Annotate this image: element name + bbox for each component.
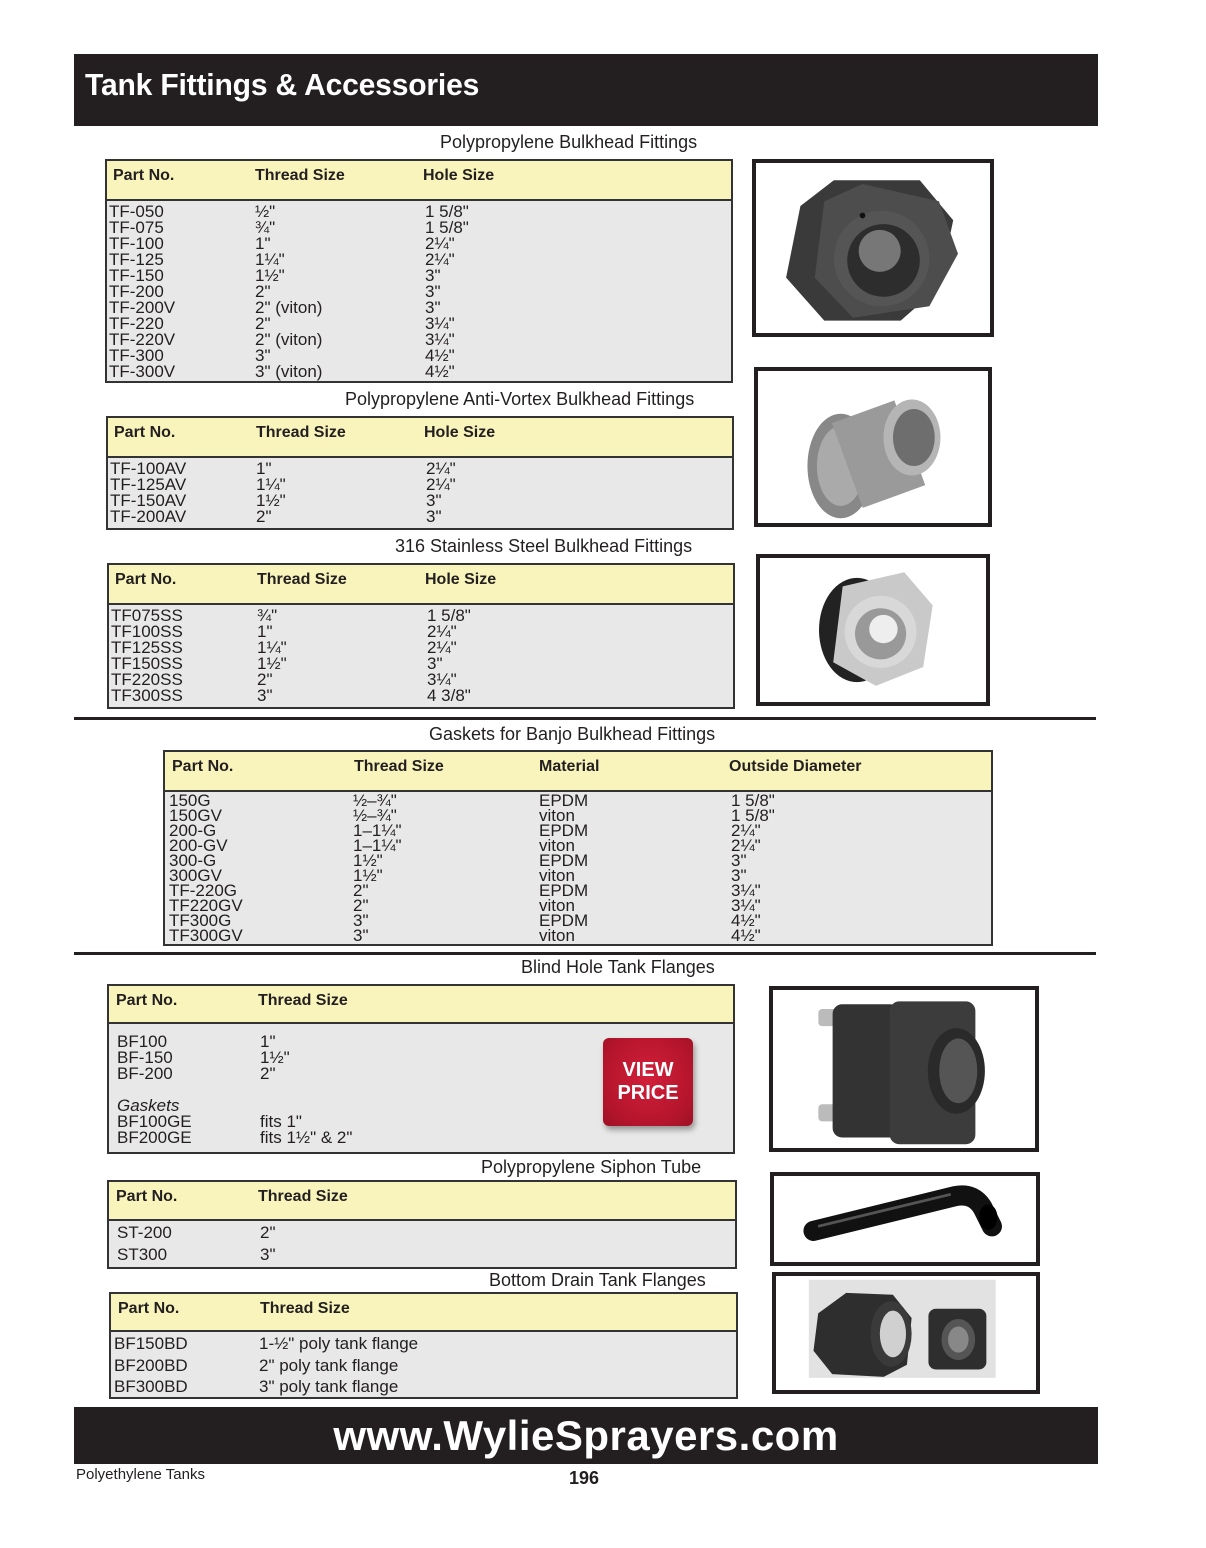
cell-hole: 3¼" xyxy=(425,330,455,349)
cell-part: TF-125 xyxy=(109,250,164,269)
table-row xyxy=(107,300,731,316)
cell-part: TF-300 xyxy=(109,346,164,365)
siphon-tube-photo xyxy=(770,1172,1040,1266)
table-row xyxy=(111,1355,736,1377)
cell-part: TF-125AV xyxy=(110,475,187,494)
anti-vortex-table xyxy=(106,416,734,530)
table-row xyxy=(107,364,731,380)
col-hole-size: Hole Size xyxy=(424,424,496,441)
table-row xyxy=(109,640,733,656)
cell-thread: 1" xyxy=(260,1032,276,1051)
table-row xyxy=(111,1376,736,1398)
table-header xyxy=(111,1294,736,1332)
cell-part: TF300G xyxy=(169,911,232,930)
cell-part: TF150SS xyxy=(111,654,183,673)
cell-material: EPDM xyxy=(539,851,589,870)
cell-thread: 1½" xyxy=(260,1048,290,1067)
table-row xyxy=(107,332,731,348)
table-row xyxy=(109,1222,735,1244)
stainless-table xyxy=(107,563,735,709)
cell-thread: 2" (viton) xyxy=(255,330,323,349)
bottom-drain-tank-flange-photo xyxy=(772,1272,1040,1394)
cell-hole: 2¼" xyxy=(426,475,456,494)
cell-part: TF125SS xyxy=(111,638,183,657)
cell-part: TF220GV xyxy=(169,896,243,915)
table-header xyxy=(109,565,733,605)
cell-thread: 2" xyxy=(353,896,369,915)
table-header xyxy=(109,1182,735,1221)
cell-part: BF-150 xyxy=(117,1048,173,1067)
table-row xyxy=(109,1244,735,1266)
table-row xyxy=(109,624,733,640)
cell-hole: 2¼" xyxy=(426,459,456,478)
cell-part: ST300 xyxy=(117,1244,168,1264)
table-row xyxy=(165,913,991,928)
cell-material: EPDM xyxy=(539,791,589,810)
section-title-blind-hole: Blind Hole Tank Flanges xyxy=(521,957,715,977)
table-header xyxy=(109,986,733,1024)
table-row xyxy=(165,823,991,838)
cell-hole: 1 5/8" xyxy=(425,218,469,237)
cell-hole: 4 3/8" xyxy=(427,686,471,705)
col-part-no: Part No. xyxy=(114,424,176,441)
cell-od: 3" xyxy=(731,851,747,870)
table-body xyxy=(111,1332,736,1398)
cell-thread: 1" xyxy=(256,459,272,478)
cell-thread: 1–1¼" xyxy=(353,821,402,840)
cell-hole: 3" xyxy=(425,282,441,301)
cell-part: BF150BD xyxy=(114,1334,188,1353)
cell-part: BF200BD xyxy=(114,1355,188,1375)
view-price-button[interactable] xyxy=(603,1038,693,1126)
table-body xyxy=(109,1221,735,1265)
cell-part: BF300BD xyxy=(114,1377,188,1396)
cell-thread: 2" xyxy=(260,1223,276,1242)
col-part-no: Part No. xyxy=(115,571,177,588)
cell-thread: 1" xyxy=(257,622,273,641)
cell-part: TF-220V xyxy=(109,330,176,349)
cell-thread: 2" xyxy=(353,881,369,900)
cell-thread: 2" xyxy=(260,1064,276,1083)
page-number: 196 xyxy=(569,1468,600,1488)
cell-hole: 3" xyxy=(426,507,442,526)
cell-hole: 2¼" xyxy=(427,622,457,641)
cell-thread: ½–¾" xyxy=(353,806,397,825)
cell-part: TF075SS xyxy=(111,606,183,625)
col-part-no: Part No. xyxy=(113,167,175,184)
cell-part: TF-150AV xyxy=(110,491,187,510)
cell-od: 1 5/8" xyxy=(731,806,775,825)
cell-part: BF100 xyxy=(117,1032,168,1051)
col-thread-size: Thread Size xyxy=(260,1300,350,1317)
cell-material: EPDM xyxy=(539,881,589,900)
cell-thread: 2" (viton) xyxy=(255,298,323,317)
table-row xyxy=(109,608,733,624)
cell-thread: 1½" xyxy=(353,851,383,870)
cell-od: 4½" xyxy=(731,911,761,930)
cell-thread: fits 1" xyxy=(260,1112,302,1131)
table-row xyxy=(165,853,991,868)
section-title-pp-bulkhead: Polypropylene Bulkhead Fittings xyxy=(440,132,698,152)
cell-part: TF-220G xyxy=(169,881,238,900)
cell-hole: 3" xyxy=(425,298,441,317)
col-part-no: Part No. xyxy=(118,1300,180,1317)
cell-material: viton xyxy=(539,896,575,915)
col-hole-size: Hole Size xyxy=(425,571,497,588)
page-header xyxy=(74,54,1098,126)
bottom-drain-table xyxy=(109,1292,738,1399)
cell-part: 150GV xyxy=(169,806,222,825)
cell-thread: 1¼" xyxy=(255,250,285,269)
col-thread-size: Thread Size xyxy=(257,571,347,588)
table-row xyxy=(108,477,732,493)
cell-od: 3¼" xyxy=(731,881,761,900)
table-header xyxy=(107,161,731,201)
cell-part: BF-200 xyxy=(117,1064,173,1083)
cell-material: viton xyxy=(539,926,575,945)
section-title-siphon: Polypropylene Siphon Tube xyxy=(481,1157,702,1177)
page-title: Tank Fittings & Accessories xyxy=(85,67,480,102)
col-material: Material xyxy=(539,758,600,775)
section-divider xyxy=(74,717,1096,720)
cell-thread: fits 1½" & 2" xyxy=(260,1128,353,1147)
table-row xyxy=(107,252,731,268)
table-row xyxy=(109,656,733,672)
cell-part: TF300SS xyxy=(111,686,183,705)
cell-thread: 3" poly tank flange xyxy=(259,1377,399,1396)
footer-banner xyxy=(74,1407,1098,1464)
table-row xyxy=(111,1333,736,1355)
cell-part: 200-G xyxy=(169,821,217,840)
cell-part: 300-G xyxy=(169,851,217,870)
col-thread-size: Thread Size xyxy=(258,1188,348,1205)
website-url[interactable]: www.WylieSprayers.com xyxy=(333,1412,839,1459)
pp-bulkhead-table xyxy=(105,159,733,383)
cell-part: TF-200V xyxy=(109,298,176,317)
table-row xyxy=(107,220,731,236)
cell-thread: 3" (viton) xyxy=(255,362,323,381)
cell-hole: 2¼" xyxy=(425,234,455,253)
cell-part: 200-GV xyxy=(169,836,228,855)
cell-hole: 3¼" xyxy=(427,670,457,689)
cell-od: 4½" xyxy=(731,926,761,945)
cell-thread: 2" xyxy=(255,314,271,333)
cell-material: viton xyxy=(539,866,575,885)
cell-part: TF-100 xyxy=(109,234,164,253)
cell-thread: 1½" xyxy=(257,654,287,673)
table-body xyxy=(107,201,731,380)
cell-part: BF100GE xyxy=(117,1112,192,1131)
table-row xyxy=(107,268,731,284)
cell-part: TF-100AV xyxy=(110,459,187,478)
cell-hole: 1 5/8" xyxy=(427,606,471,625)
cell-thread: ¾" xyxy=(257,606,278,625)
cell-thread: 1–1¼" xyxy=(353,836,402,855)
cell-part: TF-075 xyxy=(109,218,164,237)
cell-part: TF-200AV xyxy=(110,507,187,526)
cell-thread: 3" xyxy=(353,911,369,930)
cell-thread: ½" xyxy=(255,202,276,221)
section-title-stainless: 316 Stainless Steel Bulkhead Fittings xyxy=(395,536,693,556)
table-row xyxy=(107,316,731,332)
table-row xyxy=(109,1130,733,1146)
cell-material: viton xyxy=(539,806,575,825)
section-divider xyxy=(74,952,1096,955)
cell-part: 300GV xyxy=(169,866,222,885)
cell-material: viton xyxy=(539,836,575,855)
table-row xyxy=(109,688,733,704)
cell-part: TF300GV xyxy=(169,926,243,945)
cell-part: TF-150 xyxy=(109,266,164,285)
col-thread-size: Thread Size xyxy=(258,992,348,1009)
cell-thread: 1" xyxy=(255,234,271,253)
cell-hole: 3" xyxy=(426,491,442,510)
table-row xyxy=(165,928,991,943)
cell-thread: 3" xyxy=(353,926,369,945)
cell-part: ST-200 xyxy=(117,1223,172,1242)
view-price-line1: VIEW xyxy=(622,1059,674,1081)
cell-od: 2¼" xyxy=(731,821,761,840)
table-row xyxy=(107,284,731,300)
col-thread-size: Thread Size xyxy=(255,167,345,184)
cell-part: TF-200 xyxy=(109,282,164,301)
cell-hole: 2¼" xyxy=(425,250,455,269)
stainless-steel-bulkhead-fitting-photo xyxy=(756,554,990,706)
col-part-no: Part No. xyxy=(172,758,234,775)
cell-hole: 1 5/8" xyxy=(425,202,469,221)
cell-od: 3¼" xyxy=(731,896,761,915)
cell-thread: ¾" xyxy=(255,218,276,237)
cell-part: TF-300V xyxy=(109,362,176,381)
table-header xyxy=(165,752,991,792)
cell-od: 2¼" xyxy=(731,836,761,855)
cell-part: TF-220 xyxy=(109,314,164,333)
col-thread-size: Thread Size xyxy=(354,758,444,775)
table-row xyxy=(108,493,732,509)
cell-thread: 1½" xyxy=(256,491,286,510)
cell-part: 150G xyxy=(169,791,211,810)
col-part-no: Part No. xyxy=(116,992,178,1009)
cell-part: TF100SS xyxy=(111,622,183,641)
table-row xyxy=(165,793,991,808)
table-header xyxy=(108,418,732,458)
anti-vortex-bulkhead-fitting-photo xyxy=(754,367,992,527)
table-row xyxy=(108,509,732,525)
table-row xyxy=(109,672,733,688)
cell-od: 1 5/8" xyxy=(731,791,775,810)
cell-material: EPDM xyxy=(539,911,589,930)
cell-thread: 2" xyxy=(256,507,272,526)
cell-thread: 2" poly tank flange xyxy=(259,1355,399,1375)
col-hole-size: Hole Size xyxy=(423,167,495,184)
col-thread-size: Thread Size xyxy=(256,424,346,441)
polypropylene-bulkhead-fitting-photo xyxy=(752,159,994,337)
cell-thread: 1½" xyxy=(255,266,285,285)
cell-thread: 3" xyxy=(255,346,271,365)
cell-thread: 1¼" xyxy=(257,638,287,657)
cell-part: TF-050 xyxy=(109,202,164,221)
view-price-line2: PRICE xyxy=(617,1082,679,1104)
section-title-anti-vortex: Polypropylene Anti-Vortex Bulkhead Fittings xyxy=(345,389,695,409)
section-title-bottom-drain: Bottom Drain Tank Flanges xyxy=(489,1270,706,1290)
siphon-table xyxy=(107,1180,737,1269)
cell-material: EPDM xyxy=(539,821,589,840)
col-part-no: Part No. xyxy=(116,1188,178,1205)
table-row xyxy=(108,461,732,477)
cell-thread: ½–¾" xyxy=(353,791,397,810)
footer-section-label: Polyethylene Tanks xyxy=(76,1466,205,1483)
cell-hole: 3" xyxy=(427,654,443,673)
gaskets-label: Gaskets xyxy=(117,1096,180,1115)
cell-hole: 3¼" xyxy=(425,314,455,333)
cell-thread: 1½" xyxy=(353,866,383,885)
table-body xyxy=(109,605,733,704)
cell-thread: 1¼" xyxy=(256,475,286,494)
table-row xyxy=(107,236,731,252)
blind-hole-tank-flange-photo xyxy=(769,986,1039,1152)
gaskets-table xyxy=(163,750,993,946)
table-body xyxy=(108,458,732,525)
cell-thread: 3" xyxy=(260,1244,276,1264)
cell-thread: 2" xyxy=(257,670,273,689)
cell-thread: 2" xyxy=(255,282,271,301)
cell-part: BF200GE xyxy=(117,1128,192,1147)
cell-thread: 3" xyxy=(257,686,273,705)
table-row xyxy=(107,204,731,220)
table-row xyxy=(107,348,731,364)
cell-hole: 3" xyxy=(425,266,441,285)
cell-hole: 4½" xyxy=(425,362,455,381)
cell-thread: 1-½" poly tank flange xyxy=(259,1334,419,1353)
section-title-gaskets: Gaskets for Banjo Bulkhead Fittings xyxy=(429,724,716,744)
cell-od: 3" xyxy=(731,866,747,885)
col-outside-diameter: Outside Diameter xyxy=(729,758,862,775)
table-body xyxy=(165,792,991,943)
cell-hole: 2¼" xyxy=(427,638,457,657)
cell-hole: 4½" xyxy=(425,346,455,365)
table-row xyxy=(165,883,991,898)
cell-part: TF220SS xyxy=(111,670,183,689)
